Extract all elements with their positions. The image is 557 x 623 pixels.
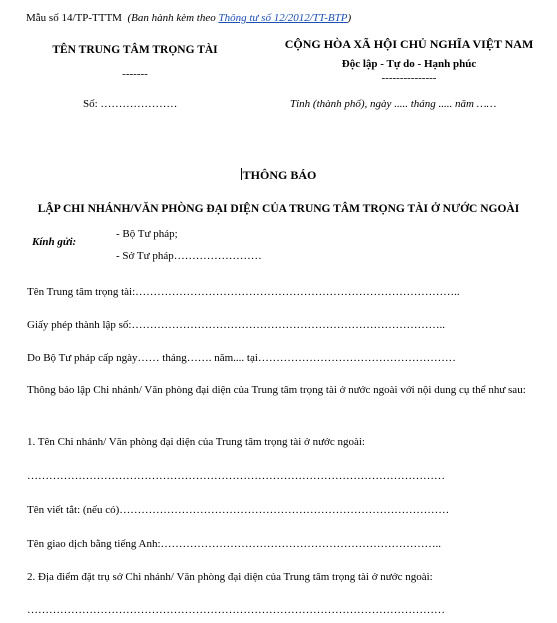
text-cursor [241,168,242,180]
abbreviation-field: Tên viết tắt: (nếu có)……………………………………………………………………………… [27,504,450,516]
issued-by-field: Do Bộ Tư pháp cấp ngày…… tháng……. năm.... tại……………………………………………… [27,352,456,364]
recipient-item: - Bộ Tư pháp; [116,228,178,240]
motto-divider: --------------- [381,72,437,84]
organization-divider: ------- [122,68,148,80]
item-1-fill-line: …………………………………………………………………………………………………… [27,470,445,482]
notice-paragraph: Thông báo lập Chi nhánh/ Văn phòng đại diện của Trung tâm trọng tài ở nước ngoài với nội dung cụ thể như sau: [27,384,526,396]
form-number-line [26,12,351,24]
document-title [0,168,557,183]
national-motto: Độc lập - Tự do - Hạnh phúc [341,58,477,70]
organization-name: TÊN TRUNG TÂM TRỌNG TÀI [52,44,218,56]
center-name-field: Tên Trung tâm trọng tài:…………………………………………………………………………….. [27,286,460,298]
item-2-heading: 2. Địa điểm đặt trụ sở Chi nhánh/ Văn phòng đại diện của Trung tâm trọng tài ở nước ngoài: [27,571,433,583]
form-number: Mẫu số 14/TP-TTTM [26,12,122,24]
document-title-text: THÔNG BÁO [242,168,317,182]
issued-note: (Ban hành kèm theo [127,12,219,24]
item-2-fill-line: …………………………………………………………………………………………………… [27,604,445,616]
recipient-item: - Sở Tư pháp…………………… [116,250,262,262]
circular-link[interactable]: Thông tư số 12/2012/TT-BTP [218,12,348,24]
document-number: Số: ………………… [83,98,178,110]
issued-note-end: ) [347,12,352,24]
item-1-heading: 1. Tên Chi nhánh/ Văn phòng đại diện của Trung tâm trọng tài ở nước ngoài: [27,436,365,448]
organization-block [20,44,250,80]
english-name-field: Tên giao dịch bằng tiếng Anh:………………………………………………………………….. [27,538,441,550]
license-number-field: Giấy phép thành lập số:………………………………………………………………………….. [27,319,445,331]
national-title: CỘNG HÒA XÃ HỘI CHỦ NGHĨA VIỆT NAM [284,37,534,51]
national-header-block [265,37,553,84]
place-date-line: Tỉnh (thành phố), ngày ..... tháng ..... năm …… [290,98,497,110]
recipients-label: Kính gửi: [32,236,77,248]
document-subtitle: LẬP CHI NHÁNH/VĂN PHÒNG ĐẠI DIỆN CỦA TRUNG TÂM TRỌNG TÀI Ở NƯỚC NGOÀI [37,203,520,215]
